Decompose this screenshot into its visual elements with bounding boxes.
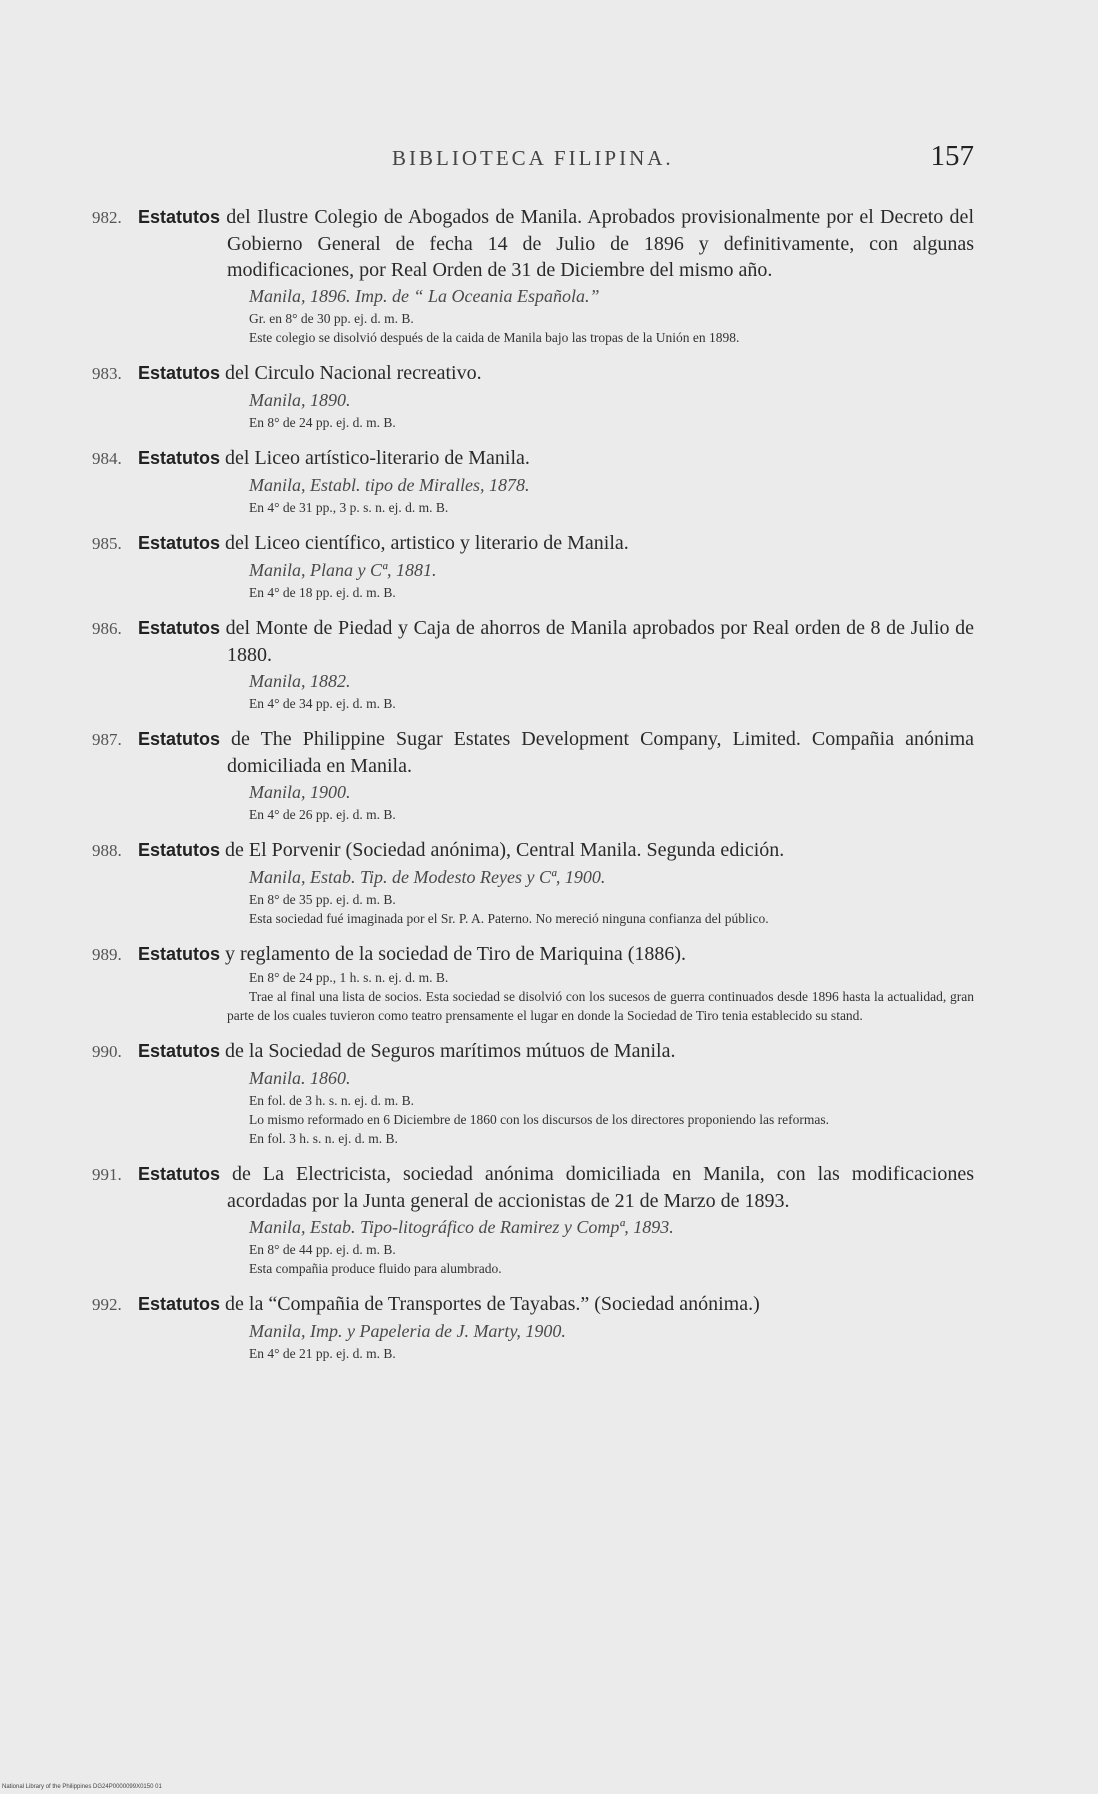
entry-imprint: Manila, 1882. <box>249 671 351 691</box>
entry-number: 988. <box>92 841 122 860</box>
entry-title-line <box>92 615 974 668</box>
entry-heading: Estatutos <box>138 448 221 468</box>
entry-title-line <box>92 1291 974 1318</box>
entry-imprint: Manila, 1900. <box>249 782 351 802</box>
entry-heading: Estatutos <box>138 840 221 860</box>
entry-note: En fol. de 3 h. s. n. ej. d. m. B. <box>249 1093 414 1108</box>
entry-note: Lo mismo reformado en 6 Diciembre de 1860 con los discursos de los directores proponiendo las reformas. <box>249 1112 829 1127</box>
entry-note: Trae al final una lista de socios. Esta sociedad se disolvió con los sucesos de guerra continuados desde 1896 hasta la actualidad, gran parte de los cuales tuvieron como teatro prensamente el lugar en donde la Sociedad de Tiro tenia establecido su stand. <box>227 989 974 1023</box>
entry-note: En 8° de 44 pp. ej. d. m. B. <box>249 1242 396 1257</box>
entry-note: En 8° de 24 pp., 1 h. s. n. ej. d. m. B. <box>249 970 449 985</box>
entry-text: del Circulo Nacional recreativo. <box>225 362 482 384</box>
entry-note: En 4° de 21 pp. ej. d. m. B. <box>249 1346 396 1361</box>
catalog-entry <box>92 445 974 517</box>
entry-imprint: Manila, Plana y Cª, 1881. <box>249 560 437 580</box>
entry-text: de la Sociedad de Seguros marítimos mútuos de Manila. <box>225 1040 676 1062</box>
entry-text: de The Philippine Sugar Estates Development Company, Limited. Compañia anónima domiciliada en Manila. <box>227 728 975 777</box>
entry-imprint: Manila, 1890. <box>249 390 351 410</box>
entry-number: 990. <box>92 1042 122 1061</box>
entry-note: En 4° de 34 pp. ej. d. m. B. <box>249 696 396 711</box>
entry-note: Gr. en 8° de 30 pp. ej. d. m. B. <box>249 311 414 326</box>
entry-text: y reglamento de la sociedad de Tiro de Mariquina (1886). <box>225 943 687 965</box>
catalog-entry <box>92 1161 974 1278</box>
catalog-entries <box>92 204 974 1376</box>
entry-title-line <box>92 726 974 779</box>
entry-title-line <box>92 360 974 387</box>
entry-note: En 8° de 35 pp. ej. d. m. B. <box>249 892 396 907</box>
entry-note: En 4° de 31 pp., 3 p. s. n. ej. d. m. B. <box>249 500 449 515</box>
entry-text: de la “Compañia de Transportes de Tayabas.” (Sociedad anónima.) <box>225 1293 760 1315</box>
entry-text: del Liceo artístico-literario de Manila. <box>225 447 530 469</box>
catalog-entry <box>92 941 974 1025</box>
entry-heading: Estatutos <box>138 618 221 638</box>
entry-number: 989. <box>92 945 122 964</box>
entry-imprint: Manila, 1896. Imp. de “ La Oceania Española.” <box>249 286 600 306</box>
entry-number: 984. <box>92 449 122 468</box>
entry-text: del Ilustre Colegio de Abogados de Manila. Aprobados provisionalmente por el Decreto del Gobierno General de fecha 14 de Julio de 1896 y definitivamente, con algunas modificaciones, por Real Orden de 31 de Diciembre del mismo año. <box>226 206 974 281</box>
entry-heading: Estatutos <box>138 207 221 227</box>
catalog-entry <box>92 837 974 928</box>
entry-heading: Estatutos <box>138 1164 221 1184</box>
catalog-entry <box>92 1038 974 1148</box>
entry-title-line <box>92 1038 974 1065</box>
entry-heading: Estatutos <box>138 944 221 964</box>
page-title: BIBLIOTECA FILIPINA. <box>392 146 674 170</box>
entry-heading: Estatutos <box>138 1294 221 1314</box>
entry-imprint: Manila, Estab. Tipo-litográfico de Ramirez y Compª, 1893. <box>249 1217 674 1237</box>
entry-title-line <box>92 204 974 283</box>
entry-note: En 4° de 26 pp. ej. d. m. B. <box>249 807 396 822</box>
entry-text: de La Electricista, sociedad anónima domiciliada en Manila, con las modificaciones acordadas por la Junta general de accionistas de 21 de Marzo de 1893. <box>227 1163 974 1212</box>
running-header <box>392 140 974 172</box>
entry-number: 986. <box>92 619 122 638</box>
entry-imprint: Manila. 1860. <box>249 1068 351 1088</box>
entry-number: 992. <box>92 1295 122 1314</box>
entry-title-line <box>92 530 974 557</box>
entry-note: En 4° de 18 pp. ej. d. m. B. <box>249 585 396 600</box>
entry-title-line <box>92 445 974 472</box>
entry-title-line <box>92 1161 974 1214</box>
entry-title-line <box>92 941 974 968</box>
catalog-entry <box>92 530 974 602</box>
entry-imprint: Manila, Imp. y Papeleria de J. Marty, 1900. <box>249 1321 566 1341</box>
entry-note: En 8° de 24 pp. ej. d. m. B. <box>249 415 396 430</box>
entry-number: 991. <box>92 1165 122 1184</box>
entry-text: del Liceo científico, artistico y literario de Manila. <box>225 532 629 554</box>
entry-title-line <box>92 837 974 864</box>
footer-credit: National Library of the Philippines DG24P0000099X0150 01 <box>2 1784 162 1790</box>
entry-note: Esta compañia produce fluido para alumbrado. <box>249 1261 502 1276</box>
entry-heading: Estatutos <box>138 533 221 553</box>
entry-note: En fol. 3 h. s. n. ej. d. m. B. <box>249 1131 398 1146</box>
catalog-entry <box>92 615 974 713</box>
catalog-entry <box>92 204 974 347</box>
entry-imprint: Manila, Establ. tipo de Miralles, 1878. <box>249 475 530 495</box>
entry-imprint: Manila, Estab. Tip. de Modesto Reyes y Cª, 1900. <box>249 867 606 887</box>
entry-text: de El Porvenir (Sociedad anónima), Central Manila. Segunda edición. <box>225 839 785 861</box>
entry-text: del Monte de Piedad y Caja de ahorros de Manila aprobados por Real orden de 8 de Julio de 1880. <box>225 617 974 666</box>
entry-number: 982. <box>92 208 122 227</box>
entry-number: 987. <box>92 730 122 749</box>
catalog-entry <box>92 1291 974 1363</box>
entry-heading: Estatutos <box>138 729 221 749</box>
catalog-entry <box>92 360 974 432</box>
catalog-entry <box>92 726 974 824</box>
entry-heading: Estatutos <box>138 363 221 383</box>
entry-note: Esta sociedad fué imaginada por el Sr. P. A. Paterno. No mereció ninguna confianza del público. <box>249 911 769 926</box>
entry-heading: Estatutos <box>138 1041 221 1061</box>
entry-number: 983. <box>92 364 122 383</box>
entry-note: Este colegio se disolvió después de la caida de Manila bajo las tropas de la Unión en 1898. <box>249 330 740 345</box>
entry-number: 985. <box>92 534 122 553</box>
page-number: 157 <box>930 140 974 172</box>
